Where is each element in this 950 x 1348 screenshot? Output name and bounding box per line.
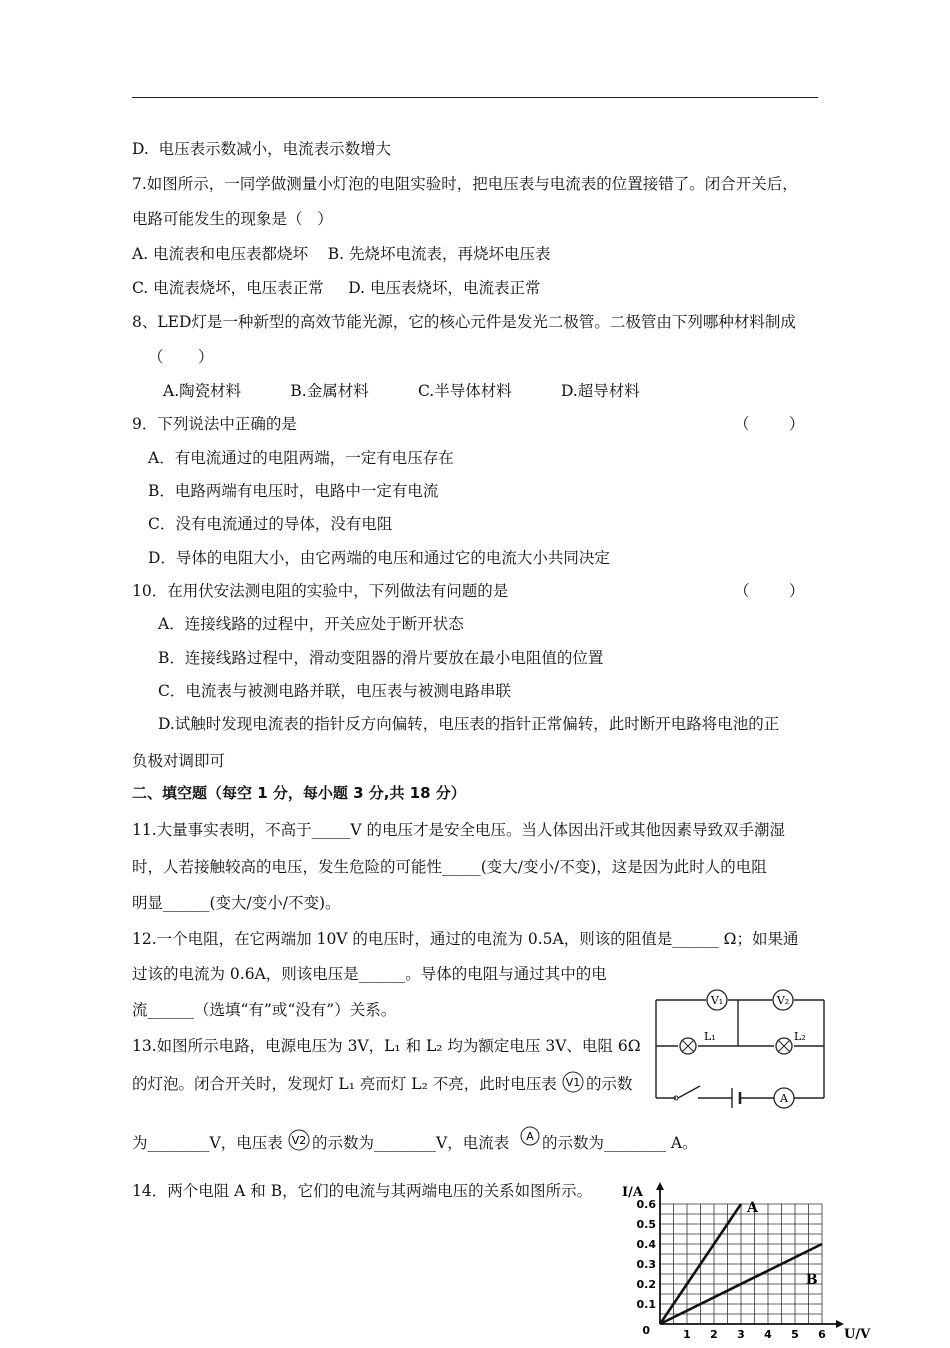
- q8-stem: 8、LED灯是一种新型的高效节能光源，它的核心元件是发光二极管。二极管由下列哪种材料制成: [132, 313, 796, 331]
- meter-a-symbol: [518, 1124, 542, 1152]
- y-tick-label: 0.1: [636, 1298, 656, 1311]
- q13-line2-tail: 的示数: [586, 1075, 633, 1093]
- x-axis-label: U/V: [844, 1327, 871, 1342]
- x-tick-label: 1: [683, 1328, 691, 1341]
- circuit-ammeter-label: A: [780, 1092, 788, 1105]
- q10-option-c: C．电流表与被测电路并联，电压表与被测电路串联: [158, 682, 511, 700]
- meter-a-label: A: [526, 1130, 534, 1143]
- q14-stem: 14．两个电阻 A 和 B，它们的电流与其两端电压的关系如图所示。: [132, 1182, 593, 1200]
- y-axis-arrow: [656, 1182, 664, 1190]
- meter-v1-label: V1: [565, 1076, 581, 1089]
- y-axis-label: I/A: [622, 1185, 643, 1200]
- q13-line3-a: 为________V，电压表: [132, 1134, 283, 1152]
- q11-line3: 明显______(变大/变小/不变)。: [132, 894, 341, 912]
- circuit-diagram: [648, 988, 830, 1116]
- q12-line1: 12.一个电阻，在它两端加 10V 的电压时，通过的电流为 0.5A，则该的阻值是______ Ω；如果通: [132, 930, 799, 948]
- q12-line2: 过该的电流为 0.6A，则该电压是______。导体的电阻与通过其中的电: [132, 965, 607, 983]
- q13-line3-b: 的示数为________V，电流表: [312, 1134, 510, 1152]
- q10-option-d-cont: 负极对调即可: [132, 752, 226, 770]
- x-tick-label: 3: [737, 1328, 745, 1341]
- y-tick-label: 0.2: [636, 1278, 656, 1291]
- q9-option-a: A．有电流通过的电阻两端，一定有电压存在: [148, 449, 454, 467]
- switch-blade: [678, 1086, 700, 1098]
- y-tick-label: 0.3: [636, 1258, 656, 1271]
- q10-option-d: D.试触时发现电流表的指针反方向偏转，电压表的指针正常偏转，此时断开电路将电池的正: [158, 715, 780, 733]
- q7-stem-cont: 电路可能发生的现象是（ ）: [132, 210, 333, 228]
- q9-option-b: B．电路两端有电压时，电路中一定有电流: [148, 482, 439, 500]
- q13-line1: 13.如图所示电路，电源电压为 3V，L₁ 和 L₂ 均为额定电压 3V、电阻 6Ω: [132, 1037, 641, 1055]
- circuit-v2-label: V₂: [776, 994, 790, 1007]
- q7-options-ab: A. 电流表和电压表都烧坏 B. 先烧坏电流表，再烧坏电压表: [132, 245, 551, 263]
- header-rule: [132, 97, 818, 98]
- circuit-v1-label: V₁: [710, 994, 724, 1007]
- y-tick-label: 0.5: [636, 1218, 656, 1231]
- q6-option-d: D. 电压表示数减小，电流表示数增大: [132, 140, 392, 158]
- series-label-B: B: [805, 1272, 818, 1288]
- q7-stem: 7.如图所示，一同学做测量小灯泡的电阻实验时，把电压表与电流表的位置接错了。闭合开关后，: [132, 175, 798, 193]
- x-tick-label: 4: [764, 1328, 772, 1341]
- iu-chart: [612, 1174, 871, 1348]
- q11-line2: 时，人若接触较高的电压，发生危险的可能性_____(变大/变小/不变)，这是因为此时人的电阻: [132, 858, 767, 876]
- x-tick-label: 6: [818, 1328, 826, 1341]
- lamp-l1-label: L₁: [704, 1030, 716, 1043]
- q10-stem: 10．在用伏安法测电阻的实验中，下列做法有问题的是: [132, 582, 509, 600]
- y-tick-label: 0.4: [636, 1238, 656, 1251]
- q9-option-c: C．没有电流通过的导体，没有电阻: [148, 515, 393, 533]
- lamp-l2-label: L₂: [794, 1030, 806, 1043]
- meter-v1-symbol: [560, 1069, 586, 1099]
- q11-line1: 11.大量事实表明，不高于_____V 的电压才是安全电压。当人体因出汗或其他因素导致双手潮湿: [132, 821, 786, 839]
- q12-line3: 流______（选填“有”或“没有”）关系。: [132, 1001, 397, 1019]
- q8-options: A.陶瓷材料 B.金属材料 C.半导体材料 D.超导材料: [163, 382, 640, 400]
- q9-paren: （ ）: [734, 415, 805, 433]
- y-tick-label: 0.6: [636, 1198, 656, 1211]
- q10-option-a: A．连接线路的过程中，开关应处于断开状态: [158, 615, 464, 633]
- q7-options-cd: C. 电流表烧坏，电压表正常 D. 电压表烧坏，电流表正常: [132, 279, 541, 297]
- meter-v2-symbol: [286, 1127, 312, 1157]
- x-tick-label: 2: [710, 1328, 718, 1341]
- q8-paren: （ ）: [148, 348, 214, 366]
- q9-stem: 9．下列说法中正确的是: [132, 415, 297, 433]
- q13-line3-c: 的示数为________ A。: [542, 1134, 698, 1152]
- origin-label: 0: [642, 1324, 650, 1337]
- q9-option-d: D．导体的电阻大小，由它两端的电压和通过它的电流大小共同决定: [148, 549, 610, 567]
- x-axis-arrow: [836, 1320, 844, 1328]
- q10-option-b: B．连接线路过程中，滑动变阻器的滑片要放在最小电阻值的位置: [158, 649, 604, 667]
- q10-paren: （ ）: [734, 582, 805, 600]
- meter-v2-label: V2: [291, 1134, 307, 1147]
- section-2-title: 二、填空题（每空 1 分，每小题 3 分,共 18 分）: [132, 784, 466, 802]
- x-tick-label: 5: [791, 1328, 799, 1341]
- q13-line2: 的灯泡。闭合开关时，发现灯 L₁ 亮而灯 L₂ 不亮，此时电压表: [132, 1075, 557, 1093]
- series-label-A: A: [747, 1200, 758, 1216]
